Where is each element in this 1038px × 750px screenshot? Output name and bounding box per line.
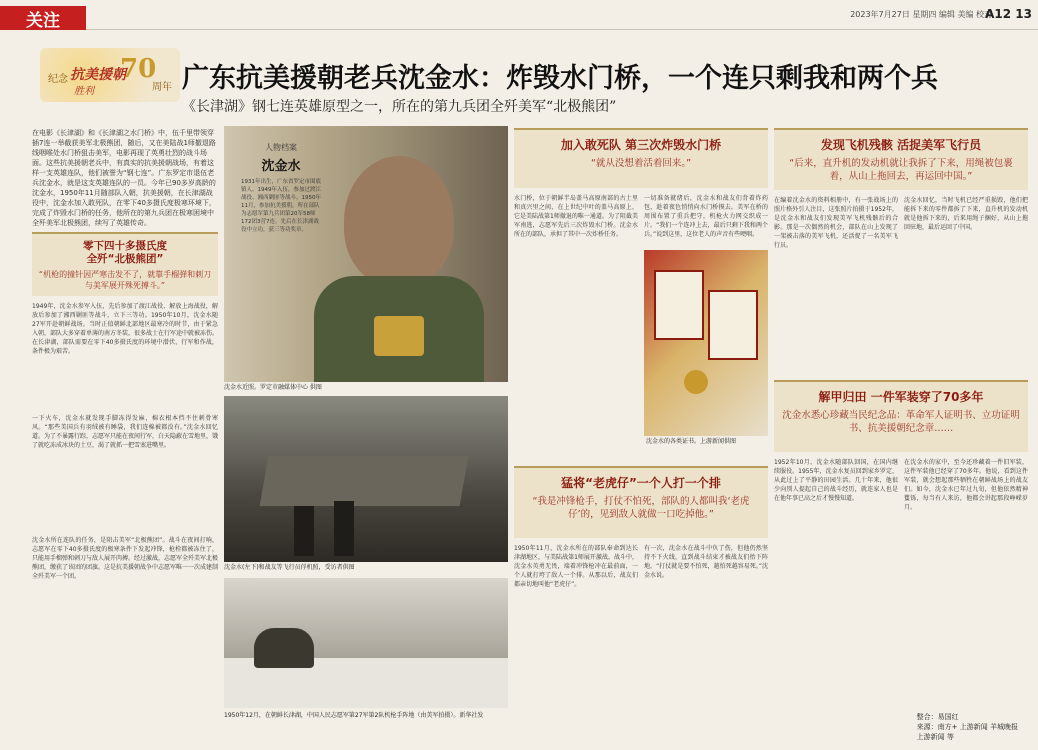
logo-prefix: 纪念 [48, 74, 68, 85]
section-2-title: 加入敢死队 第三次炸毁水门桥 [560, 138, 722, 152]
section-5-title: 解甲归田 一件军装穿了70多年 [818, 390, 984, 404]
section-2-quote: “就从没想着活着回来。” [590, 158, 692, 169]
body-col4-d: 在沈金水的家中，至今还珍藏着一件旧军装，这件军装他已经穿了70多年。他说，看到这件军装，就会想起那些牺牲在朝鲜战场上的战友们。如今，沈金水已年过九旬，但他依然精神矍铄，每当有人来访，他都会讲起那段峥嵘岁月。 [904, 459, 1028, 511]
certificates-photo [644, 250, 768, 436]
body-col3-d: 有一次，沈金水在战斗中负了伤，但他仍然坚持不下火线，直到战斗结束才被战友们抬下阵地。“打仗就是要不怕死，越怕死越容易死。”沈金水说。 [644, 545, 768, 579]
soldiers-group [254, 628, 314, 668]
section-3-quote: “我是冲锋枪手，打仗不怕死，部队的人都叫我‘老虎仔’的，见到敌人就做一口吃掉他。” [532, 496, 750, 520]
portrait-caption: 沈金水近照。罗定市融媒体中心 供图 [224, 384, 322, 391]
section-1-quote: “机枪的撞针因严寒击发不了，就靠手榴弹和刺刀与美军展开殊死搏斗。” [38, 270, 212, 290]
soldier-2 [334, 501, 354, 556]
section-4-box [774, 128, 1028, 190]
lead-paragraph: 在电影《长津湖》和《长津湖之水门桥》中，伍千里带领穿插7连一举截获美军北极熊团，随后，又在美陆战1师撤退路线咽喉处水门桥狙击美军，电影再现了英勇壮烈的战斗场面。这些抗美援朝老兵中，有真实的抗美援朝战场，有着这样一支英雄连队，他们被誉为“钢七连”。广东罗定市退伍老兵沈金水，就是这支英雄连队的一员。今年已90多岁高龄的沈金水，1950年11月随部队入朝，抗美援朝，在长津湖战役中，沈金水加入敢死队，在零下40多摄氏度极寒环境下，完成了炸毁水门桥的任务，他所在的第九兵团在极寒困境中全歼美军北极熊团，续写了英雄传奇。 [32, 129, 216, 227]
battle-caption: 沈金水(左下)和战友等飞行员俘机照，受访者供图 [224, 564, 355, 571]
section-4-title: 发现飞机残骸 活捉美军飞行员 [820, 138, 982, 152]
body-col1-c: 沈金水所在连队的任务，是阻击美军“北极熊团”。战斗在夜间打响，志愿军在零下40多摄氏度的极寒条件下发起冲锋，枪栓都被冻住了，只能用手榴弹和刺刀与敌人展开肉搏。经过激战，志愿军全歼美军北极熊团，缴获了该团的团旗。这是抗美援朝战争中志愿军唯一一次成建制全歼美军一个团。 [32, 537, 218, 580]
certificate-2 [708, 290, 758, 360]
date-line: 2023年7月27日 星期四 编辑 美编 校对 [850, 10, 992, 19]
section-4-quote: “后来，直升机的发动机就让我拆了下来，用绳被包裹着，从山上拖回去，再运回中国。” [789, 158, 1013, 182]
logo-victory: 胜利 [74, 86, 94, 97]
section-2-box [514, 128, 768, 188]
aircraft-wreck [260, 456, 469, 506]
credit-source: 来源：南方+ 上游新闻 羊城晚报 [916, 723, 1018, 731]
body-col3-c: 1950年11月，沈金水所在的部队奉命到达长津湖地区，与美陆战第1师展开激战。战斗中，沈金水英勇无畏，端着冲锋枪冲在最前面，一个人就打垮了敌人一个排。从那以后，战友们都亲切地叫他“老虎仔”。 [514, 545, 638, 588]
section-tag: 关注 [0, 6, 86, 30]
battle-photo [224, 396, 508, 562]
section-3-title: 猛将“老虎仔”一个人打一个排 [561, 476, 721, 490]
body-col3-b: 一切准备就绪后，沈金水和战友们背着炸药包，趁着夜色悄悄向水门桥摸去。美军在桥的周围布置了重兵把守，机枪火力网交织成一片。“我们一个连冲上去，最后只剩下我和两个兵。”说到这里，这位老人的声音有些哽咽。 [644, 195, 768, 238]
medal-icon [684, 370, 708, 394]
body-col4-a: 在编着沈金水的资料相册中，有一张战场上的照片格外引人注目，这张照片拍摄于1952年，是沈金水和战友们发现美军飞机残骸后的合影。那是一次偶然的机会，部队在山上发现了一架被击落的美军飞机，还活捉了一名美军飞行员。 [774, 197, 898, 249]
section-1-title-line1: 零下四十多摄氏度 [83, 240, 167, 252]
section-1-box [32, 232, 218, 296]
credit-agency: 上游新闻 等 [916, 733, 954, 741]
page-number: A12 13 [985, 7, 1032, 21]
credit-editor: 整合：易国红 [916, 713, 959, 721]
section-3-box [514, 466, 768, 538]
logo-title: 抗美援朝 [70, 67, 126, 83]
anniversary-logo [40, 48, 180, 102]
section-5-quote: 沈金水悉心珍藏当民纪念品：革命军人证明书、立功证明书、抗美援朝纪念章…… [782, 410, 1020, 434]
credits [917, 712, 1018, 742]
profile-title: 人物档案 [265, 143, 297, 152]
section-5-box [774, 380, 1028, 452]
section-1-title [32, 240, 218, 266]
body-col3-a: 水门桥，位于朝鲜半岛盖马高原南部的古土里和真兴里之间，在上世纪中叶的盖马高原上，它是美陆战第1师撤退的唯一通道。为了阻截美军南逃，志愿军先后三次炸毁水门桥。沈金水所在的部队，承担了其中一次炸桥任务。 [514, 195, 638, 238]
portrait-head [344, 156, 454, 286]
page-header [0, 0, 1038, 30]
body-col1-b: 一下火车，沈金水就发现手脚冻得发麻，棉衣根本挡不住刺骨寒风。“那些美国兵有羽绒被有睡袋，我们连棉被都没有。”沈金水回忆道。为了不暴露行踪，志愿军只能在夜间行军，白天隐蔽在雪地里，饿了就吃冻成冰块的土豆，渴了就抓一把雪塞进嘴里。 [32, 415, 218, 449]
subheadline: 《长津湖》钢七连英雄原型之一，所在的第九兵团全歼美军“北极熊团” [182, 99, 617, 115]
profile-box [241, 142, 321, 234]
body-col4-c: 1952年10月，沈金水随部队回国，在国内继续服役。1955年，沈金水复员回到家乡罗定，从此过上了平静的田园生活。几十年来，他很少向别人提起自己的战斗经历，就连家人也是在他年事已高之后才慢慢知道。 [774, 459, 898, 502]
certificates-caption: 沈金水的各类证书。上游新闻供图 [646, 438, 737, 445]
body-col1-a: 1949年，沈金水参军入伍，先后参加了渡江战役、解放上海战役，解放后参加了湘西剿匪等战斗，立下三等功。1950年10月，沈金水随27军开赴朝鲜战场。当时正值朝鲜北部地区最寒冷的时节，由于紧急入朝，部队大多穿着单薄的南方冬装，很多战士在行军途中就被冻伤。在长津湖，部队需要在零下40多摄氏度的环境中潜伏、行军和作战，条件极为艰苦。 [32, 303, 218, 355]
winter-photo [224, 578, 508, 708]
winter-caption: 1950年12月，在朝鲜长津湖，中国人民志愿军第27军第2队机枪手阵地（由美军拍摄）。新华社发 [224, 712, 484, 719]
soldier-1 [294, 506, 314, 556]
logo-suffix: 周年 [152, 82, 172, 93]
profile-bio: 1931年出生，广东省罗定市围底镇人。1949年入伍，参加过渡江战役、湘西剿匪等战斗。1950年11月，参加抗美援朝，所在部队为志愿军第九兵团第20军58师172团3营7连。先后在长津湖战役中立功，获三等功奖章。 [241, 179, 321, 233]
logo-number: 70 [120, 54, 157, 84]
section-1-title-line2: 全歼“北极熊团” [86, 253, 164, 265]
body-col4-b: 沈金水回忆，当时飞机已经严重损毁，他们把能拆下来的零件都拆了下来，直升机的发动机就是他拆下来的，后来用绳子捆好，从山上拖回驻地，最后运回了中国。 [904, 197, 1028, 231]
profile-name: 沈金水 [261, 159, 301, 174]
headline: 广东抗美援朝老兵沈金水：炸毁水门桥，一个连只剩我和两个兵 [182, 63, 938, 94]
portrait-medals [374, 316, 424, 356]
certificate-1 [654, 270, 704, 340]
